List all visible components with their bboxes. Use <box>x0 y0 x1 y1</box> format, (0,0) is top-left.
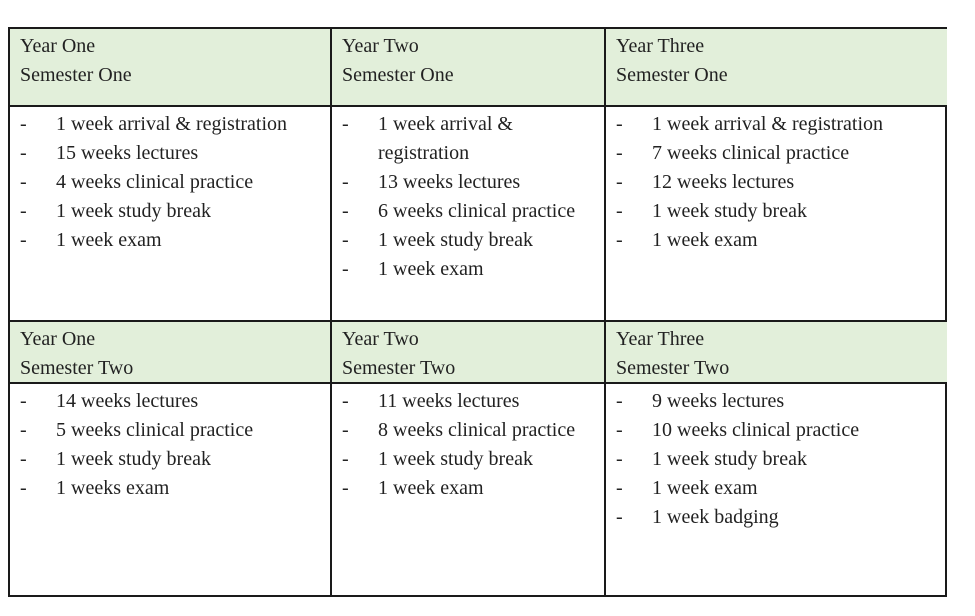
schedule-item <box>20 168 330 197</box>
header-year-two-semester-two <box>330 320 604 382</box>
schedule-item-text: 1 week exam <box>56 229 162 251</box>
schedule-item <box>20 445 330 474</box>
dash-bullet: - <box>20 200 27 222</box>
schedule-item <box>342 445 604 474</box>
schedule-item <box>616 445 947 474</box>
schedule-item <box>342 474 604 503</box>
semester-label: Semester Two <box>342 357 456 379</box>
schedule-list <box>616 387 947 532</box>
dash-bullet: - <box>616 506 623 528</box>
schedule-item-text: 14 weeks lectures <box>56 390 199 412</box>
schedule-list <box>20 110 330 255</box>
dash-bullet: - <box>342 171 349 193</box>
schedule-item <box>616 139 947 168</box>
header-year-one-semester-one <box>8 27 330 105</box>
dash-bullet: - <box>616 448 623 470</box>
schedule-item <box>20 416 330 445</box>
schedule-item <box>342 197 604 226</box>
schedule-item-text: 10 weeks clinical practice <box>652 419 860 441</box>
dash-bullet: - <box>342 448 349 470</box>
schedule-item-text: 13 weeks lectures <box>378 171 521 193</box>
dash-bullet: - <box>342 113 349 135</box>
semester-label: Semester Two <box>20 357 134 379</box>
schedule-item-text: 1 week exam <box>652 477 758 499</box>
dash-bullet: - <box>616 142 623 164</box>
schedule-item-text: 1 week exam <box>378 477 484 499</box>
schedule-item-text: 1 weeks exam <box>56 477 170 499</box>
body-year-one-semester-two <box>8 382 330 597</box>
year-label: Year One <box>20 328 96 350</box>
body-year-one-semester-one <box>8 105 330 320</box>
schedule-item-text: 9 weeks lectures <box>652 390 785 412</box>
dash-bullet: - <box>342 419 349 441</box>
header-year-three-semester-one <box>604 27 947 105</box>
year-label: Year One <box>20 35 96 57</box>
dash-bullet: - <box>342 477 349 499</box>
schedule-item-text: 1 week study break <box>378 229 533 251</box>
schedule-item-text: 4 weeks clinical practice <box>56 171 254 193</box>
dash-bullet: - <box>342 200 349 222</box>
dash-bullet: - <box>20 477 27 499</box>
dash-bullet: - <box>616 390 623 412</box>
dash-bullet: - <box>20 419 27 441</box>
schedule-item <box>20 197 330 226</box>
schedule-item-text: 1 week arrival & registration <box>378 113 513 164</box>
body-year-two-semester-two <box>330 382 604 597</box>
dash-bullet: - <box>20 448 27 470</box>
schedule-list <box>342 110 604 284</box>
schedule-list <box>20 387 330 503</box>
schedule-item <box>342 416 604 445</box>
body-year-three-semester-one <box>604 105 947 320</box>
schedule-item <box>20 387 330 416</box>
year-label: Year Two <box>342 35 419 57</box>
schedule-item-text: 11 weeks lectures <box>378 390 520 412</box>
schedule-item <box>616 474 947 503</box>
schedule-item-text: 8 weeks clinical practice <box>378 419 576 441</box>
schedule-item-text: 1 week exam <box>652 229 758 251</box>
dash-bullet: - <box>20 229 27 251</box>
schedule-item <box>616 168 947 197</box>
schedule-item <box>342 255 604 284</box>
dash-bullet: - <box>20 142 27 164</box>
semester-label: Semester One <box>616 64 728 86</box>
schedule-item-text: 1 week study break <box>652 448 807 470</box>
dash-bullet: - <box>342 258 349 280</box>
dash-bullet: - <box>20 113 27 135</box>
header-year-one-semester-two <box>8 320 330 382</box>
schedule-item-text: 1 week study break <box>378 448 533 470</box>
schedule-item <box>342 168 604 197</box>
schedule-item <box>342 387 604 416</box>
dash-bullet: - <box>616 229 623 251</box>
dash-bullet: - <box>616 477 623 499</box>
dash-bullet: - <box>616 419 623 441</box>
schedule-item <box>616 110 947 139</box>
dash-bullet: - <box>616 171 623 193</box>
schedule-item-text: 1 week study break <box>56 448 211 470</box>
dash-bullet: - <box>20 171 27 193</box>
year-label: Year Two <box>342 328 419 350</box>
schedule-item <box>20 139 330 168</box>
schedule-item-text: 1 week exam <box>378 258 484 280</box>
body-year-two-semester-one <box>330 105 604 320</box>
schedule-item-text: 5 weeks clinical practice <box>56 419 254 441</box>
schedule-item <box>20 474 330 503</box>
semester-label: Semester Two <box>616 357 730 379</box>
schedule-item <box>616 226 947 255</box>
dash-bullet: - <box>616 113 623 135</box>
body-year-three-semester-two <box>604 382 947 597</box>
header-year-two-semester-one <box>330 27 604 105</box>
schedule-item <box>616 503 947 532</box>
program-schedule-table <box>8 27 947 597</box>
year-label: Year Three <box>616 328 705 350</box>
schedule-item-text: 1 week arrival & registration <box>652 113 884 135</box>
schedule-item <box>342 110 604 168</box>
dash-bullet: - <box>20 390 27 412</box>
schedule-item <box>20 110 330 139</box>
schedule-item-text: 15 weeks lectures <box>56 142 199 164</box>
schedule-item <box>616 387 947 416</box>
semester-label: Semester One <box>342 64 454 86</box>
schedule-item-text: 6 weeks clinical practice <box>378 200 576 222</box>
schedule-item <box>342 226 604 255</box>
schedule-item-text: 7 weeks clinical practice <box>652 142 850 164</box>
schedule-item-text: 1 week arrival & registration <box>56 113 288 135</box>
schedule-list <box>616 110 947 255</box>
schedule-item-text: 1 week badging <box>652 506 779 528</box>
header-year-three-semester-two <box>604 320 947 382</box>
dash-bullet: - <box>342 229 349 251</box>
schedule-item-text: 12 weeks lectures <box>652 171 795 193</box>
schedule-list <box>342 387 604 503</box>
semester-label: Semester One <box>20 64 132 86</box>
dash-bullet: - <box>616 200 623 222</box>
dash-bullet: - <box>342 390 349 412</box>
schedule-item <box>20 226 330 255</box>
schedule-item <box>616 416 947 445</box>
schedule-item-text: 1 week study break <box>652 200 807 222</box>
schedule-item <box>616 197 947 226</box>
year-label: Year Three <box>616 35 705 57</box>
schedule-item-text: 1 week study break <box>56 200 211 222</box>
